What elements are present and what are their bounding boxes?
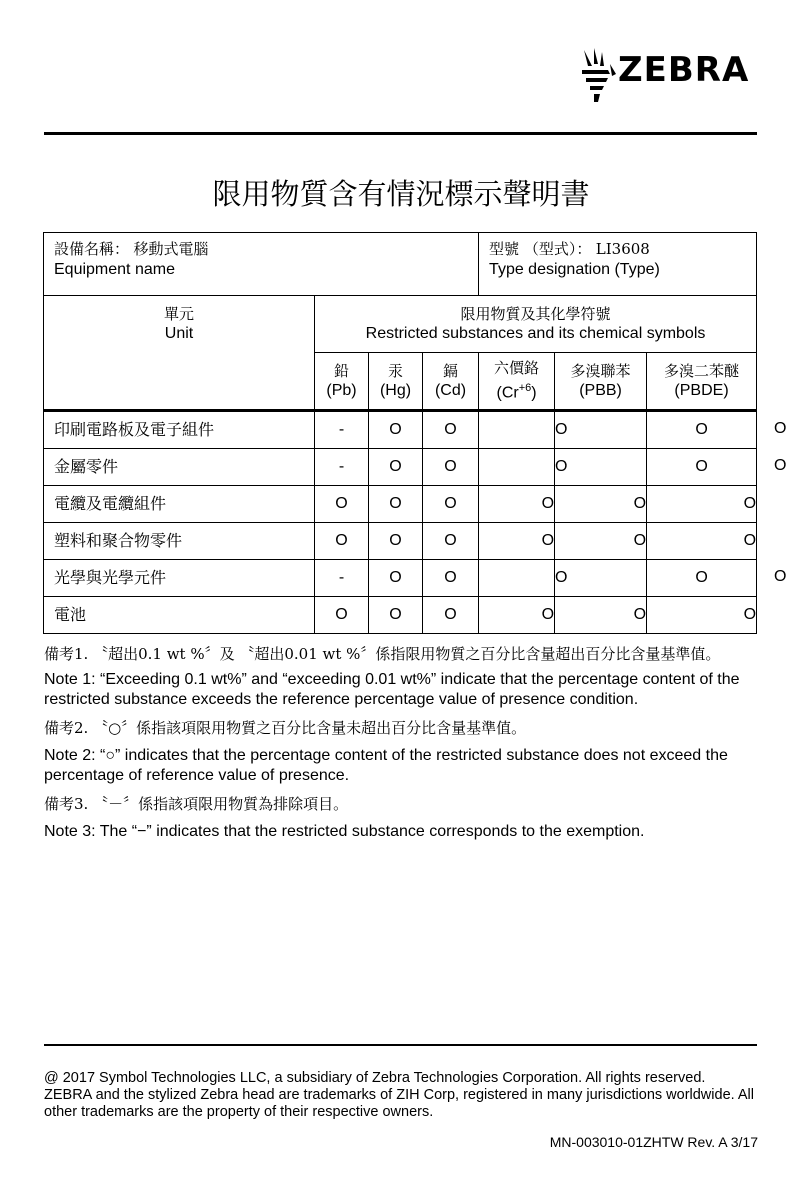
note3-en: Note 3: The “−” indicates that the restricted substance corresponds to the exemption. (44, 823, 645, 840)
row-mark: - (315, 560, 369, 597)
row-mark: - (315, 411, 369, 449)
symbol-base: (Cr (496, 384, 519, 402)
row-unit: 電纜及電纜組件 (44, 486, 315, 523)
substance-cr6 (479, 353, 555, 411)
note1-en: Note 1: “Exceeding 0.1 wt%” and “exceeding 0.01 wt%” indicate that the percentage content of the restricted substance exceeds the reference percentage value of presence condition. (44, 671, 740, 708)
row-mark: O (369, 560, 423, 597)
note1-zh: 備考1. 〝超出0.1 wt %〞及 〝超出0.01 wt %〞係指限用物質之百分比含量超出百分比含量基準值。 (44, 645, 721, 663)
type-cell (479, 233, 757, 296)
row-mark: O (423, 486, 479, 523)
row-mark (479, 449, 555, 486)
equipment-label-zh: 設備名稱： (54, 240, 130, 258)
row-mark: O (423, 411, 479, 449)
row-unit: 金屬零件 (44, 449, 315, 486)
row-mark: O (423, 449, 479, 486)
restricted-header-en: Restricted substances and its chemical symbols (365, 325, 706, 342)
table-row (44, 560, 757, 597)
symbol-end: ) (531, 384, 537, 402)
row-mark: O (369, 523, 423, 560)
equipment-label-en: Equipment name (54, 261, 175, 278)
zebra-logo (578, 44, 758, 108)
row-mark: O (647, 411, 757, 449)
row-mark: O (423, 560, 479, 597)
table-body (44, 411, 757, 634)
note3-zh: 備考3. 〝－〞係指該項限用物質為排除項目。 (44, 795, 349, 813)
table-row (44, 486, 757, 523)
top-rule (44, 132, 757, 135)
unit-header-zh: 單元 (163, 305, 194, 323)
substance-name: 鉛 (333, 362, 349, 380)
substance-pbde (647, 353, 757, 411)
substance-pb (315, 353, 369, 411)
substance-name: 多溴聯苯 (570, 362, 631, 380)
row-unit: 塑料和聚合物零件 (44, 523, 315, 560)
note2-en: Note 2: “○” indicates that the percentage content of the restricted substance does not exceed the percentage of reference value of presence. (44, 747, 728, 784)
type-label-zh: 型號 （型式）： (489, 240, 592, 258)
row-mark: O (647, 449, 757, 486)
row-mark: O (369, 597, 423, 634)
substance-name: 六價鉻 (494, 359, 540, 378)
row-mark: O (555, 523, 647, 560)
row-mark: O (315, 523, 369, 560)
row-unit: 電池 (44, 597, 315, 634)
document-number: MN-003010-01ZHTW Rev. A 3/17 (549, 1134, 758, 1150)
symbol-sup: +6 (518, 382, 532, 395)
row-mark: O (647, 560, 757, 597)
substance-symbol: (Pb) (326, 382, 357, 399)
restricted-header-zh: 限用物質及其化學符號 (460, 305, 611, 323)
type-label-en: Type designation (Type) (489, 261, 660, 278)
equipment-cell (44, 233, 479, 296)
row-mark: O (555, 597, 647, 634)
page-title: 限用物質含有情況標示聲明書 (212, 177, 590, 211)
row-mark: O (369, 486, 423, 523)
row-mark: O (423, 597, 479, 634)
substance-symbol: (Hg) (379, 382, 412, 399)
row-mark: O (315, 597, 369, 634)
row-mark: O (555, 560, 647, 597)
overflow-mark: O (774, 419, 787, 437)
row-unit: 光學與光學元件 (44, 560, 315, 597)
row-mark: O (647, 523, 757, 560)
row-mark: O (479, 597, 555, 634)
row-mark: O (555, 449, 647, 486)
restricted-header (315, 296, 757, 353)
row-mark: O (647, 597, 757, 634)
table-row (44, 523, 757, 560)
substance-symbol: (PBDE) (674, 382, 729, 399)
row-mark: O (369, 449, 423, 486)
note2-zh: 備考2. 〝○〞係指該項限用物質之百分比含量未超出百分比含量基準值。 (44, 719, 527, 737)
substance-cd (423, 353, 479, 411)
substance-symbol: (Cd) (434, 382, 467, 399)
row-mark: O (555, 411, 647, 449)
bottom-rule (44, 1044, 757, 1046)
row-mark (479, 560, 555, 597)
copyright: @ 2017 Symbol Technologies LLC, a subsidiary of Zebra Technologies Corporation. All rights reserved. ZEBRA and the stylized Zebra head are trademarks of ZIH Corp, registered in many jurisdictions worldwide. All other trademarks are the property of their respective owners. (44, 1070, 755, 1120)
row-mark: O (647, 486, 757, 523)
row-mark: O (369, 411, 423, 449)
table-row (44, 411, 757, 449)
substance-name: 汞 (387, 362, 403, 380)
row-mark: O (479, 486, 555, 523)
row-mark: O (479, 523, 555, 560)
substance-name: 鎘 (443, 362, 459, 380)
table-row (44, 449, 757, 486)
row-mark: O (555, 486, 647, 523)
substance-pbb (555, 353, 647, 411)
table-row (44, 597, 757, 634)
zebra-head-icon (578, 44, 618, 108)
overflow-mark: O (774, 568, 787, 585)
overflow-mark: O (774, 457, 787, 474)
substance-symbol: (PBB) (579, 382, 622, 399)
row-mark (479, 411, 555, 449)
unit-header-en: Unit (164, 325, 194, 342)
row-mark: - (315, 449, 369, 486)
type-value: LI3608 (595, 240, 650, 258)
substance-name: 多溴二苯醚 (664, 362, 740, 380)
equipment-value: 移動式電腦 (133, 240, 209, 258)
row-mark: O (315, 486, 369, 523)
substance-table (43, 232, 757, 634)
substance-hg (369, 353, 423, 411)
substance-symbol (479, 378, 554, 403)
brand-name: ZEBRA (618, 50, 750, 90)
notes (44, 644, 759, 842)
row-unit: 印刷電路板及電子組件 (44, 411, 315, 449)
unit-header (44, 296, 315, 411)
row-mark: O (423, 523, 479, 560)
